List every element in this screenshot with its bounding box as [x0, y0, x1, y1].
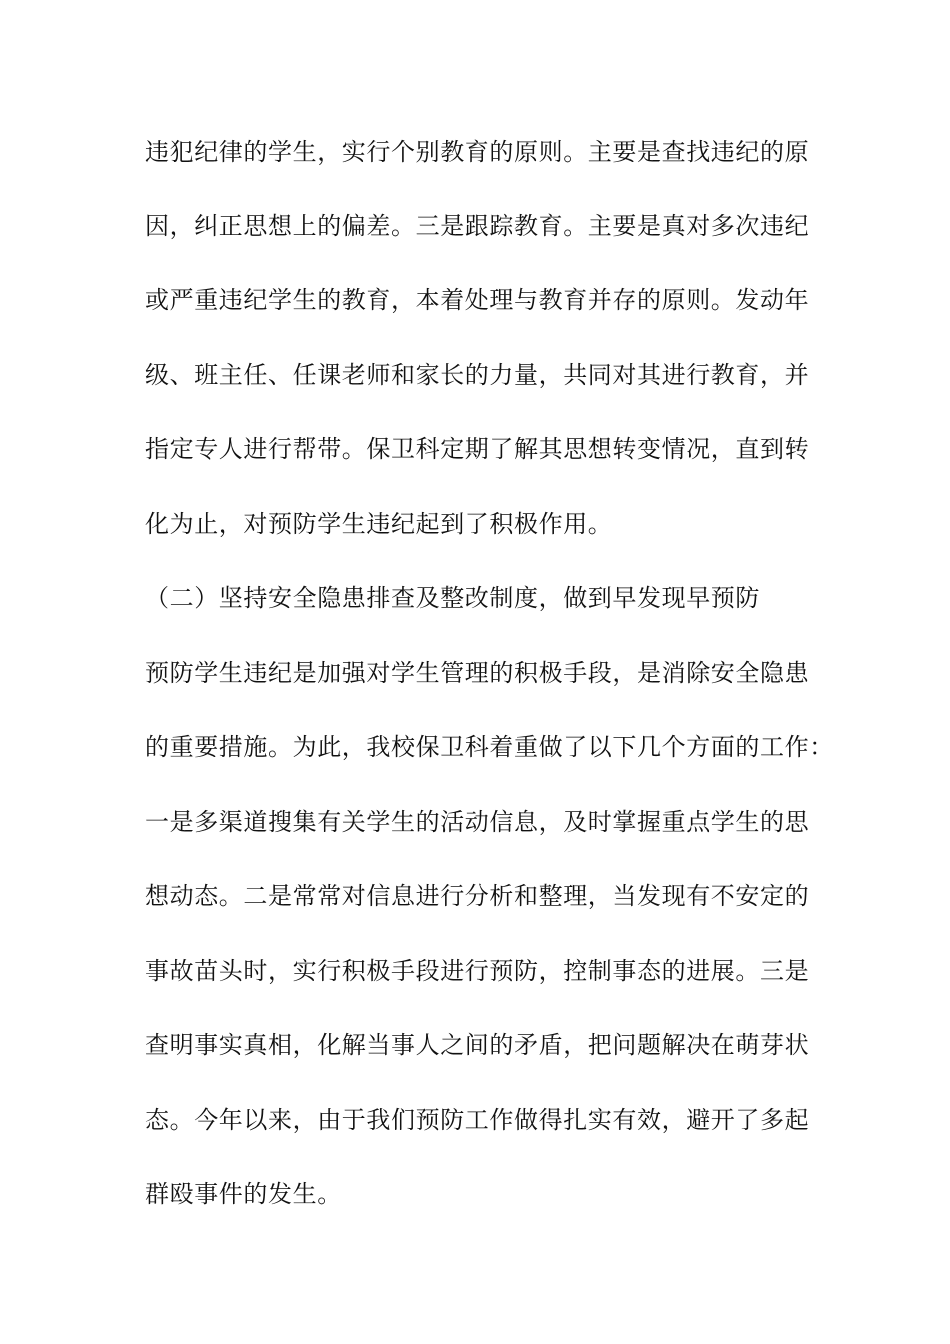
paragraph-line-13: 态。今年以来，由于我们预防工作做得扎实有效，避开了多起 [145, 1106, 810, 1134]
paragraph-line-11: 事故苗头时，实行积极手段进行预防，控制事态的进展。三是 [145, 957, 810, 985]
paragraph-line-3: 或严重违纪学生的教育，本着处理与教育并存的原则。发动年 [145, 286, 810, 314]
paragraph-line-14: 群殴事件的发生。 [145, 1180, 342, 1208]
paragraph-line-8: 的重要措施。为此，我校保卫科着重做了以下几个方面的工作： [145, 733, 834, 761]
paragraph-line-2: 因，纠正思想上的偏差。三是跟踪教育。主要是真对多次违纪 [145, 212, 810, 240]
paragraph-line-7: 预防学生违纪是加强对学生管理的积极手段，是消除安全隐患 [145, 659, 810, 687]
paragraph-line-6: 化为止，对预防学生违纪起到了积极作用。 [145, 510, 613, 538]
paragraph-line-5: 指定专人进行帮带。保卫科定期了解其思想转变情况，直到转 [145, 435, 810, 463]
paragraph-line-10: 想动态。二是常常对信息进行分析和整理，当发现有不安定的 [145, 882, 810, 910]
paragraph-line-4: 级、班主任、任课老师和家长的力量，共同对其进行教育，并 [145, 361, 810, 389]
section-heading: （二）坚持安全隐患排查及整改制度，做到早发现早预防 [145, 584, 760, 612]
paragraph-line-9: 一是多渠道搜集有关学生的活动信息，及时掌握重点学生的思 [145, 808, 810, 836]
paragraph-line-1: 违犯纪律的学生，实行个别教育的原则。主要是查找违纪的原 [145, 138, 810, 166]
paragraph-line-12: 查明事实真相，化解当事人之间的矛盾，把问题解决在萌芽状 [145, 1031, 810, 1059]
